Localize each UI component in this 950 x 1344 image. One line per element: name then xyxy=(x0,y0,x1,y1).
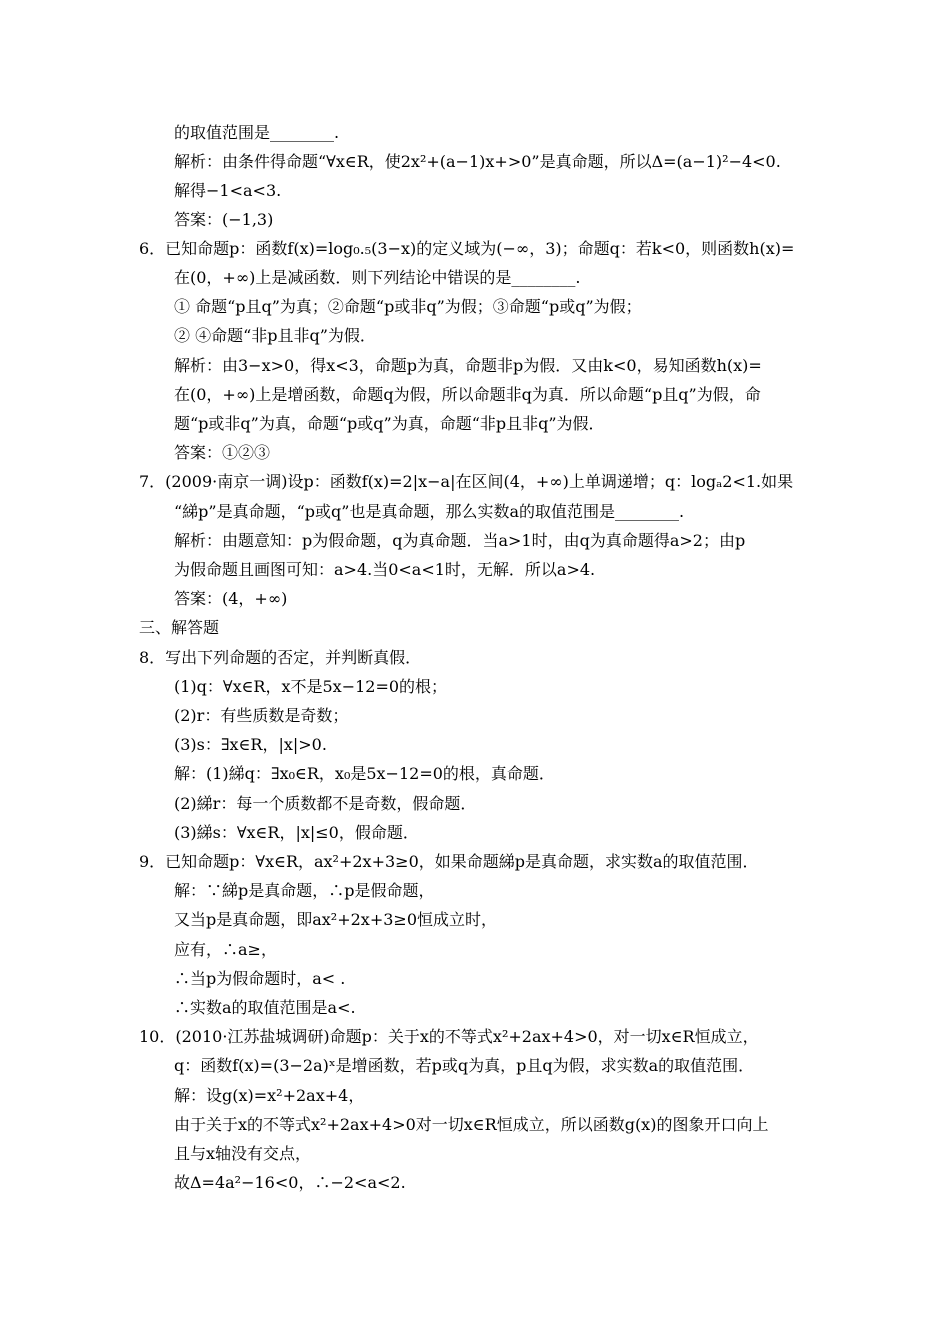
text-line: 的取值范围是________. xyxy=(174,123,340,142)
answer-line: 答案：①②③ xyxy=(174,443,271,462)
answer-line: 答案：(−1,3) xyxy=(174,210,274,229)
solution-line: 解：(1)綈q：∃x₀∈R，x₀是5x−12=0的根，真命题． xyxy=(174,764,555,783)
text-line: ∴实数a的取值范围是a<. xyxy=(174,998,356,1017)
question-7: 7．(2009·南京一调)设p：函数f(x)=2|x−a|在区间(4，+∞)上单调递增；q：logₐ2<1.如果 xyxy=(139,472,794,491)
text-line: 故Δ=4a²−16<0，∴−2<a<2. xyxy=(174,1173,406,1192)
text-line: (2)r：有些质数是奇数； xyxy=(174,706,349,725)
solution-line: 解析：由条件得命题“∀x∈R，使2x²+(a−1)x+>0”是真命题，所以Δ=(a−1)²−4<0. xyxy=(174,152,781,171)
section-heading: 三、解答题 xyxy=(139,618,220,637)
question-9: 9．已知命题p：∀x∈R，ax²+2x+3≥0，如果命题綈p是真命题，求实数a的取值范围． xyxy=(139,852,759,871)
question-8: 8．写出下列命题的否定，并判断真假． xyxy=(139,648,422,667)
answer-line: 答案：(4，+∞) xyxy=(174,589,288,608)
text-line: 题“p或非q”为真，命题“p或q”为真，命题“非p且非q”为假． xyxy=(174,414,605,433)
text-line: (3)s：∃x∈R，|x|>0. xyxy=(174,735,327,754)
text-line: (3)綈s：∀x∈R，|x|≤0，假命题． xyxy=(174,823,419,842)
question-10: 10．(2010·江苏盐城调研)命题p：关于x的不等式x²+2ax+4>0，对一切x∈R恒成立， xyxy=(139,1027,759,1046)
text-line: 由于关于x的不等式x²+2ax+4>0对一切x∈R恒成立，所以函数g(x)的图象开口向上 xyxy=(174,1115,769,1134)
text-line: q：函数f(x)=(3−2a)ˣ是增函数，若p或q为真，p且q为假，求实数a的取值范围． xyxy=(174,1056,755,1075)
text-line: “綈p”是真命题，“p或q”也是真命题，那么实数a的取值范围是________. xyxy=(174,502,685,521)
text-line: 且与x轴没有交点， xyxy=(174,1144,312,1163)
text-line: (1)q：∀x∈R，x不是5x−12=0的根； xyxy=(174,677,448,696)
solution-line: 解析：由题意知：p为假命题，q为真命题．当a>1时，由q为真命题得a>2；由p xyxy=(174,531,746,550)
text-line: 又当p是真命题，即ax²+2x+3≥0恒成立时， xyxy=(174,910,498,929)
solution-line: 解析：由3−x>0，得x<3，命题p为真，命题非p为假．又由k<0，易知函数h(x)= xyxy=(174,356,762,375)
text-line: ∴当p为假命题时，a< . xyxy=(174,969,346,988)
text-line: (2)綈r：每一个质数都不是奇数，假命题． xyxy=(174,794,477,813)
text-line: 在(0，+∞)上是减函数．则下列结论中错误的是________. xyxy=(174,268,581,287)
option-line: ① 命题“p且q”为真；②命题“p或非q”为假；③命题“p或q”为假； xyxy=(174,297,642,316)
question-6: 6．已知命题p：函数f(x)=log₀.₅(3−x)的定义域为(−∞，3)；命题q：若k<0，则函数h(x)= xyxy=(139,239,795,258)
text-line: 解得−1<a<3. xyxy=(174,181,282,200)
option-line: ② ④命题“非p且非q”为假． xyxy=(174,326,376,345)
solution-line: 解：设g(x)=x²+2ax+4， xyxy=(174,1086,365,1105)
text-line: 为假命题且画图可知：a>4.当0<a<1时，无解．所以a>4. xyxy=(174,560,596,579)
solution-line: 解：∵綈p是真命题，∴p是假命题， xyxy=(174,881,435,900)
text-line: 应有，∴a≥， xyxy=(174,940,277,959)
text-line: 在(0，+∞)上是增函数，命题q为假，所以命题非q为真．所以命题“p且q”为假，命 xyxy=(174,385,761,404)
